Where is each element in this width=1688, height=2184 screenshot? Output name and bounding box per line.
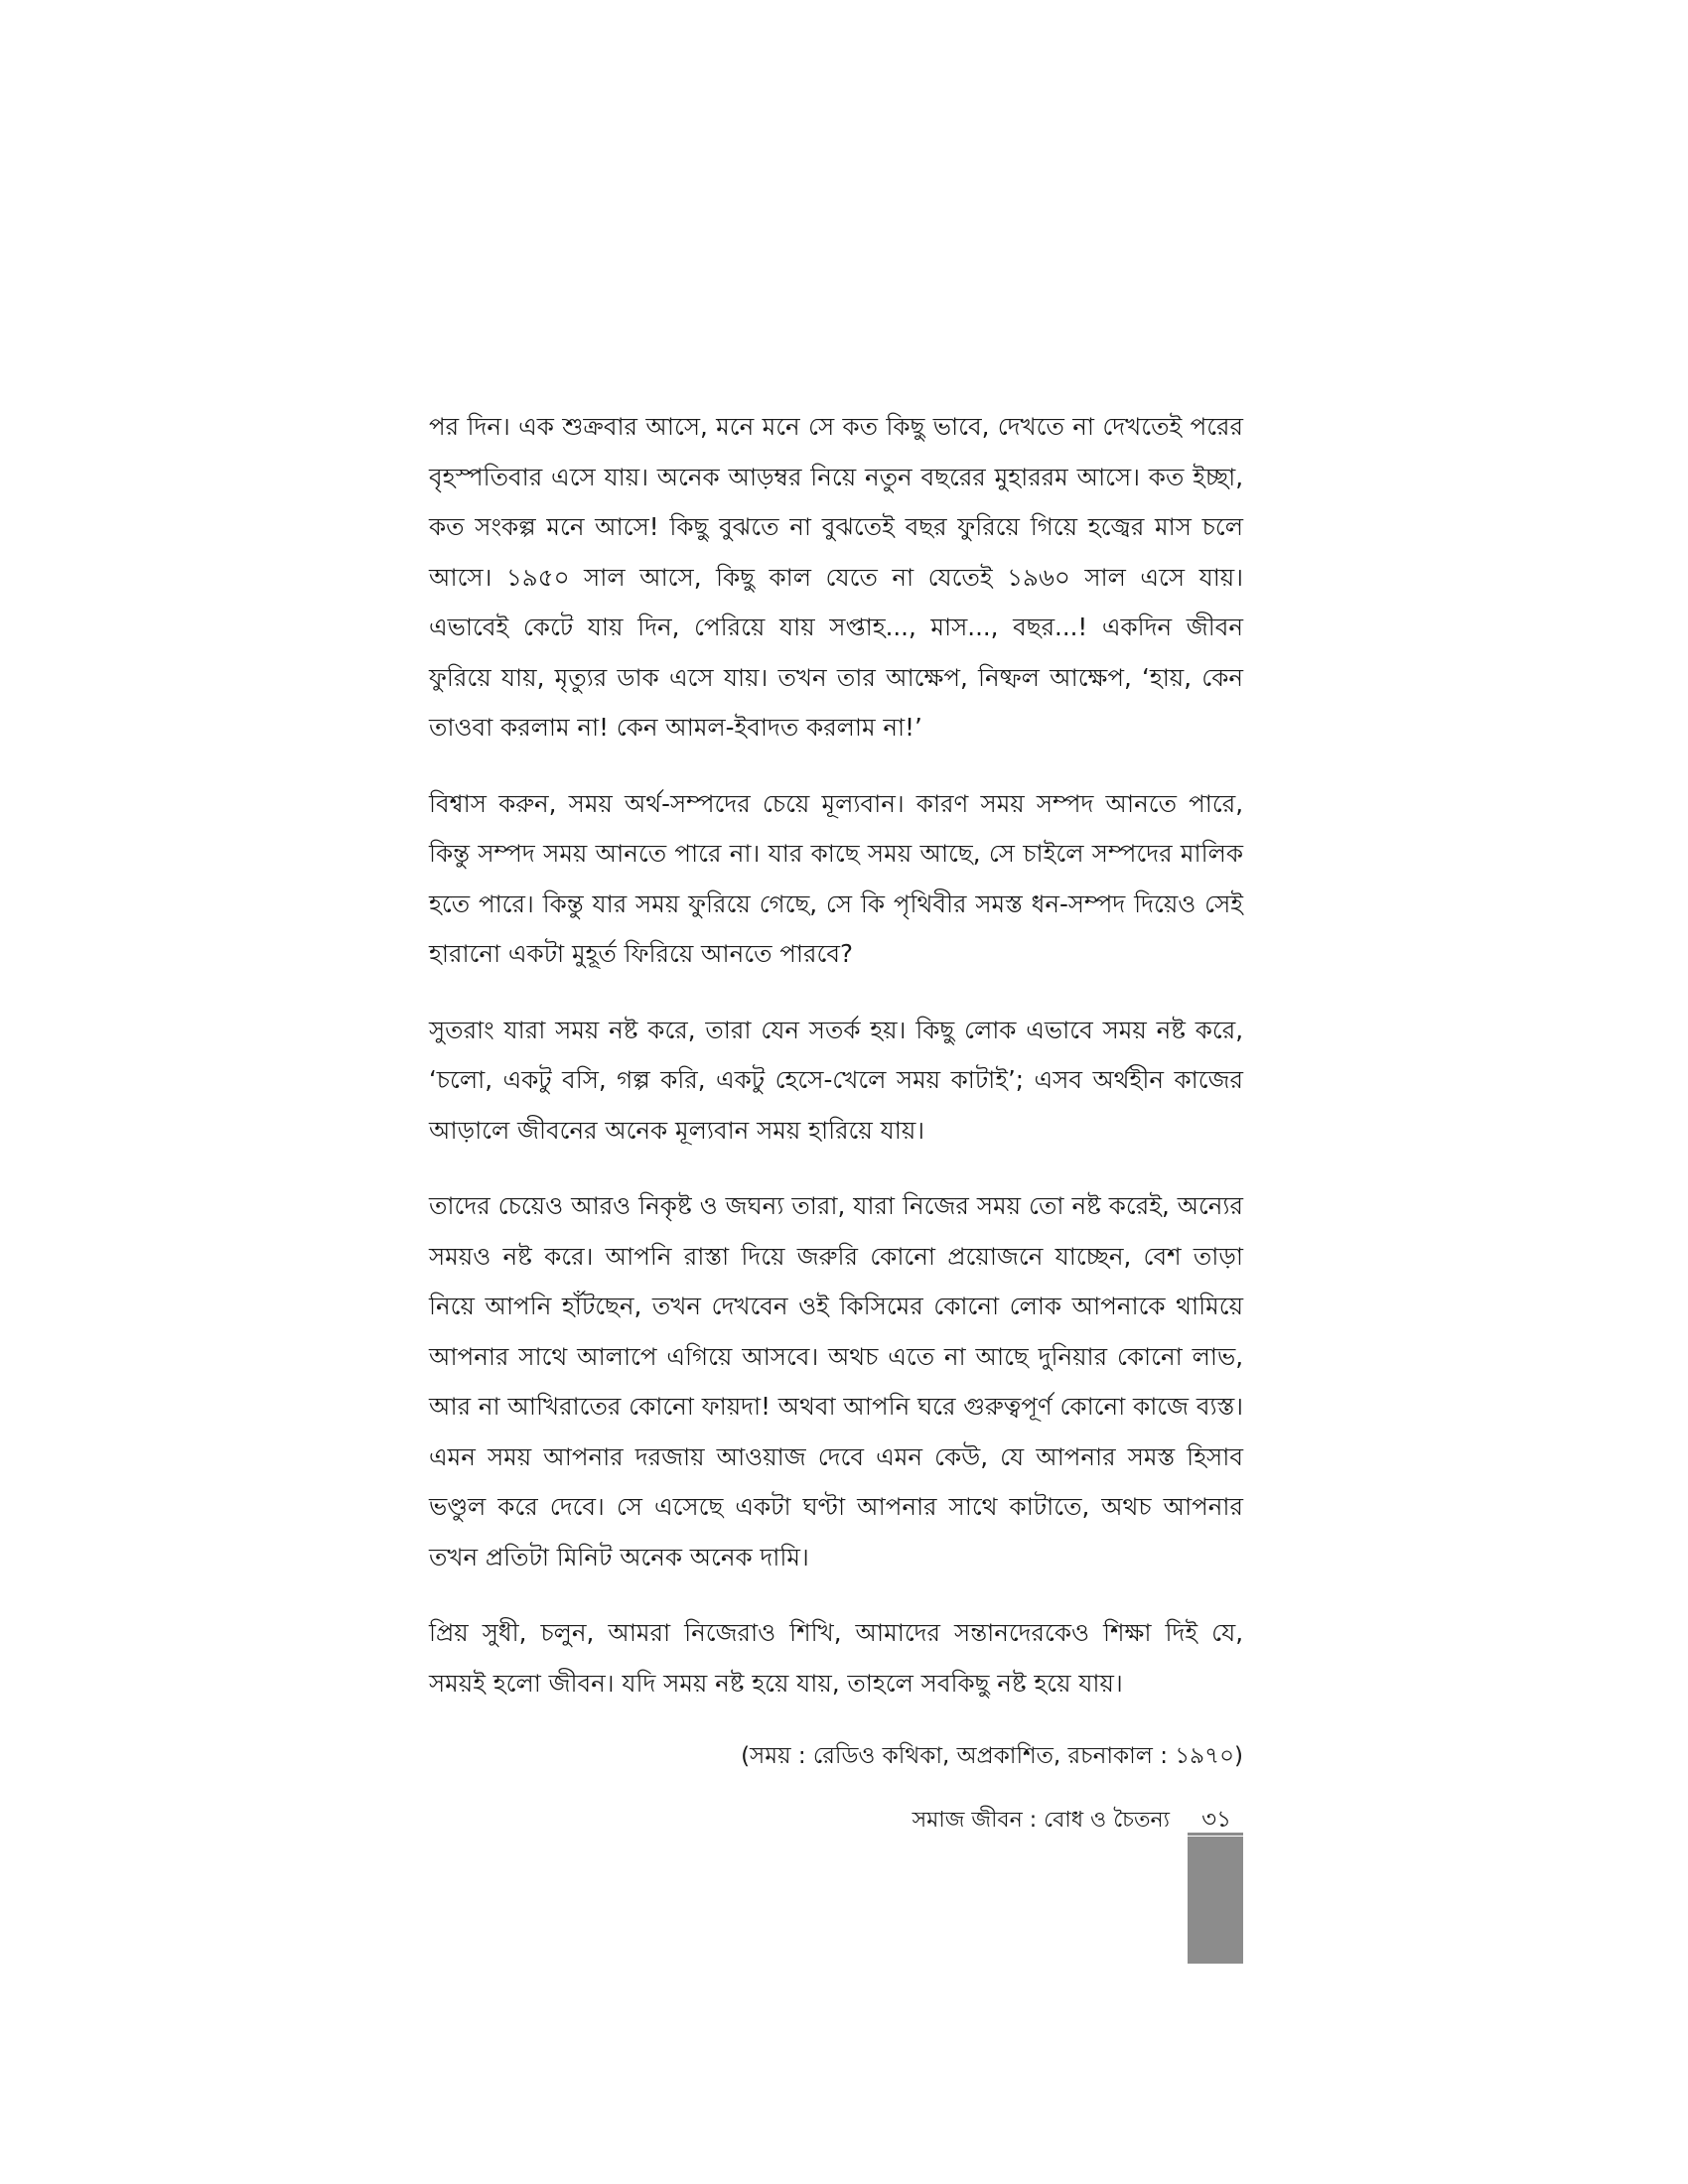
- paragraph-1: পর দিন। এক শুক্রবার আসে, মনে মনে সে কত কিছু ভাবে, দেখতে না দেখতেই পরের বৃহস্পতিবার এসে যায়। অনেক আড়ম্বর নিয়ে নতুন বছরের মুহাররম আসে। কত ইচ্ছা, কত সংকল্প মনে আসে! কিছু বুঝতে না বুঝতেই বছর ফুরিয়ে গিয়ে হজ্বের মাস চলে আসে। ১৯৫০ সাল আসে, কিছু কাল যেতে না যেতেই ১৯৬০ সাল এসে যায়। এভাবেই কেটে যায় দিন, পেরিয়ে যায় সপ্তাহ..., মাস..., বছর...! একদিন জীবন ফুরিয়ে যায়, মৃত্যুর ডাক এসে যায়। তখন তার আক্ষেপ, নিষ্ফল আক্ষেপ, ‘হায়, কেন তাওবা করলাম না! কেন আমল-ইবাদত করলাম না!’: [429, 412, 1243, 742]
- paragraph-5: প্রিয় সুধী, চলুন, আমরা নিজেরাও শিখি, আমাদের সন্তানদেরকেও শিক্ষা দিই যে, সময়ই হলো জীবন। যদি সময় নষ্ট হয়ে যায়, তাহলে সবকিছু নষ্ট হয়ে যায়।: [429, 1618, 1243, 1698]
- page-edge-tab: [1188, 1837, 1243, 1964]
- source-citation: (সময় : রেডিও কথিকা, অপ্রকাশিত, রচনাকাল : ১৯৭০): [741, 1743, 1243, 1769]
- page-footer: [429, 1797, 1243, 1843]
- paragraph-2: বিশ্বাস করুন, সময় অর্থ-সম্পদের চেয়ে মূল্যবান। কারণ সময় সম্পদ আনতে পারে, কিন্তু সম্পদ সময় আনতে পারে না। যার কাছে সময় আছে, সে চাইলে সম্পদের মালিক হতে পারে। কিন্তু যার সময় ফুরিয়ে গেছে, সে কি পৃথিবীর সমস্ত ধন-সম্পদ দিয়েও সেই হারানো একটা মুহূর্ত ফিরিয়ে আনতে পারবে?: [429, 788, 1243, 968]
- footer-tab-rule: [1188, 1833, 1243, 1836]
- paragraph-4: তাদের চেয়েও আরও নিকৃষ্ট ও জঘন্য তারা, যারা নিজের সময় তো নষ্ট করেই, অন্যের সময়ও নষ্ট করে। আপনি রাস্তা দিয়ে জরুরি কোনো প্রয়োজনে যাচ্ছেন, বেশ তাড়া নিয়ে আপনি হাঁটছেন, তখন দেখবেন ওই কিসিমের কোনো লোক আপনাকে থামিয়ে আপনার সাথে আলাপে এগিয়ে আসবে। অথচ এতে না আছে দুনিয়ার কোনো লাভ, আর না আখিরাতের কোনো ফায়দা! অথবা আপনি ঘরে গুরুত্বপূর্ণ কোনো কাজে ব্যস্ত। এমন সময় আপনার দরজায় আওয়াজ দেবে এমন কেউ, যে আপনার সমস্ত হিসাব ভণ্ডুল করে দেবে। সে এসেছে একটা ঘণ্টা আপনার সাথে কাটাতে, অথচ আপনার তখন প্রতিটা মিনিট অনেক অনেক দামি।: [429, 1191, 1243, 1571]
- running-title: সমাজ জীবন : বোধ ও চৈতন্য: [912, 1808, 1170, 1833]
- page-number: ৩১: [1201, 1807, 1231, 1833]
- paragraph-3: সুতরাং যারা সময় নষ্ট করে, তারা যেন সতর্ক হয়। কিছু লোক এভাবে সময় নষ্ট করে, ‘চলো, একটু বসি, গল্প করি, একটু হেসে-খেলে সময় কাটাই’; এসব অর্থহীন কাজের আড়ালে জীবনের অনেক মূল্যবান সময় হারিয়ে যায়।: [429, 1015, 1243, 1145]
- body-text: [429, 402, 1243, 1778]
